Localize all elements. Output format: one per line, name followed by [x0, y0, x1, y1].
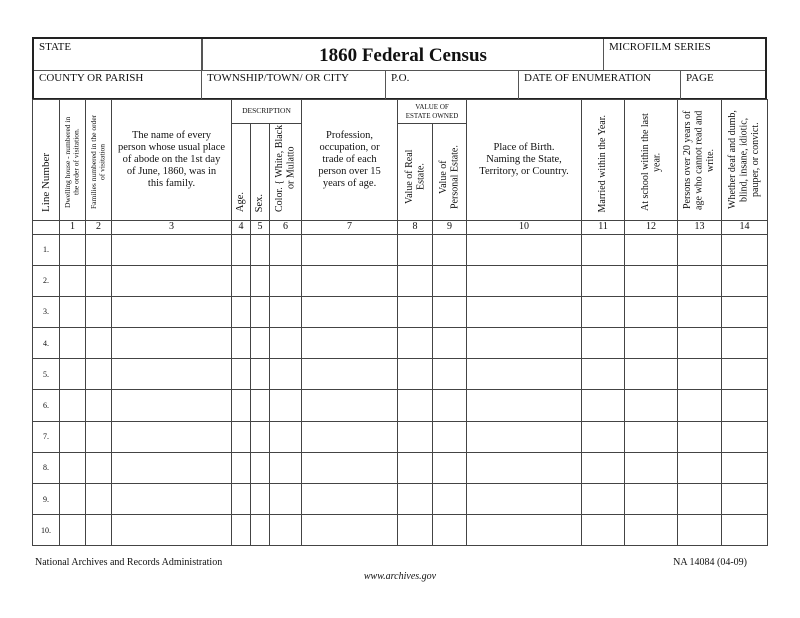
color-cell[interactable]	[270, 328, 302, 359]
table-row	[33, 265, 768, 296]
birthplace-cell[interactable]	[467, 328, 582, 359]
col-header-birthplace: Place of Birth. Naming the State, Territory, or Country.	[467, 100, 582, 221]
sex-cell[interactable]	[251, 484, 270, 515]
illiterate-cell[interactable]	[678, 234, 722, 265]
profession-cell[interactable]	[302, 452, 398, 483]
personal-estate-cell[interactable]	[433, 265, 467, 296]
married-cell[interactable]	[582, 359, 625, 390]
profession-cell[interactable]	[302, 296, 398, 327]
column-number: 1	[60, 220, 86, 234]
real-estate-cell[interactable]	[398, 421, 433, 452]
dwelling-cell[interactable]	[60, 328, 86, 359]
profession-cell[interactable]	[302, 421, 398, 452]
name-cell[interactable]	[112, 421, 232, 452]
birthplace-cell[interactable]	[467, 234, 582, 265]
real-estate-cell[interactable]	[398, 484, 433, 515]
school-cell[interactable]	[625, 328, 678, 359]
real-estate-cell[interactable]	[398, 515, 433, 546]
table-row	[33, 421, 768, 452]
personal-estate-cell[interactable]	[433, 234, 467, 265]
disability-cell[interactable]	[722, 234, 768, 265]
date-field[interactable]	[519, 70, 681, 100]
sex-cell[interactable]	[251, 328, 270, 359]
line-number: 8.	[33, 452, 60, 483]
name-cell[interactable]	[112, 390, 232, 421]
birthplace-cell[interactable]	[467, 390, 582, 421]
dwelling-cell[interactable]	[60, 484, 86, 515]
illiterate-cell[interactable]	[678, 421, 722, 452]
birthplace-cell[interactable]	[467, 484, 582, 515]
real-estate-cell[interactable]	[398, 234, 433, 265]
personal-estate-cell[interactable]	[433, 484, 467, 515]
real-estate-cell[interactable]	[398, 390, 433, 421]
birthplace-cell[interactable]	[467, 265, 582, 296]
age-cell[interactable]	[232, 484, 251, 515]
column-number: 12	[625, 220, 678, 234]
profession-cell[interactable]	[302, 328, 398, 359]
name-cell[interactable]	[112, 359, 232, 390]
school-cell[interactable]	[625, 390, 678, 421]
census-table	[32, 99, 768, 546]
illiterate-cell[interactable]	[678, 452, 722, 483]
col-header-age: Age.	[232, 124, 251, 221]
real-estate-cell[interactable]	[398, 265, 433, 296]
county-label: COUNTY OR PARISH	[39, 72, 144, 84]
table-row	[33, 452, 768, 483]
column-number-row	[33, 220, 768, 234]
school-cell[interactable]	[625, 234, 678, 265]
sex-cell[interactable]	[251, 265, 270, 296]
personal-estate-cell[interactable]	[433, 515, 467, 546]
page-field[interactable]	[681, 70, 767, 100]
family-cell[interactable]	[86, 390, 112, 421]
age-cell[interactable]	[232, 296, 251, 327]
column-number: 8	[398, 220, 433, 234]
line-number: 5.	[33, 359, 60, 390]
real-estate-cell[interactable]	[398, 328, 433, 359]
age-cell[interactable]	[232, 265, 251, 296]
married-cell[interactable]	[582, 234, 625, 265]
dwelling-cell[interactable]	[60, 452, 86, 483]
family-cell[interactable]	[86, 359, 112, 390]
line-number: 10.	[33, 515, 60, 546]
school-cell[interactable]	[625, 452, 678, 483]
school-cell[interactable]	[625, 359, 678, 390]
county-field[interactable]	[34, 70, 202, 100]
personal-estate-cell[interactable]	[433, 390, 467, 421]
disability-cell[interactable]	[722, 452, 768, 483]
po-field[interactable]	[386, 70, 519, 100]
column-number: 2	[86, 220, 112, 234]
age-cell[interactable]	[232, 359, 251, 390]
dwelling-cell[interactable]	[60, 390, 86, 421]
family-cell[interactable]	[86, 421, 112, 452]
name-cell[interactable]	[112, 265, 232, 296]
illiterate-cell[interactable]	[678, 265, 722, 296]
form-title: 1860 Federal Census	[319, 45, 487, 66]
illiterate-cell[interactable]	[678, 515, 722, 546]
table-row	[33, 296, 768, 327]
real-estate-cell[interactable]	[398, 359, 433, 390]
column-number: 6	[270, 220, 302, 234]
illiterate-cell[interactable]	[678, 484, 722, 515]
color-cell[interactable]	[270, 515, 302, 546]
married-cell[interactable]	[582, 484, 625, 515]
color-cell[interactable]	[270, 296, 302, 327]
col-header-description: DESCRIPTION	[232, 100, 302, 124]
school-cell[interactable]	[625, 515, 678, 546]
col-header-real-estate: Value of Real Estate.	[398, 124, 433, 221]
personal-estate-cell[interactable]	[433, 421, 467, 452]
name-cell[interactable]	[112, 234, 232, 265]
illiterate-cell[interactable]	[678, 390, 722, 421]
sex-cell[interactable]	[251, 452, 270, 483]
dwelling-cell[interactable]	[60, 296, 86, 327]
sex-cell[interactable]	[251, 421, 270, 452]
column-number: 14	[722, 220, 768, 234]
age-cell[interactable]	[232, 421, 251, 452]
profession-cell[interactable]	[302, 390, 398, 421]
married-cell[interactable]	[582, 390, 625, 421]
profession-cell[interactable]	[302, 484, 398, 515]
real-estate-cell[interactable]	[398, 452, 433, 483]
column-number: 5	[251, 220, 270, 234]
column-number: 4	[232, 220, 251, 234]
color-cell[interactable]	[270, 359, 302, 390]
disability-cell[interactable]	[722, 296, 768, 327]
state-label: STATE	[39, 41, 72, 53]
sex-cell[interactable]	[251, 515, 270, 546]
col-header-name: The name of every person whose usual place of abode on the 1st day of June, 1860, was in this family.	[112, 100, 232, 221]
color-cell[interactable]	[270, 390, 302, 421]
column-number: 10	[467, 220, 582, 234]
table-row	[33, 359, 768, 390]
col-header-line-number: Line Number	[33, 100, 60, 221]
school-cell[interactable]	[625, 421, 678, 452]
column-number-blank	[33, 220, 60, 234]
family-cell[interactable]	[86, 452, 112, 483]
line-number: 9.	[33, 484, 60, 515]
married-cell[interactable]	[582, 296, 625, 327]
disability-cell[interactable]	[722, 515, 768, 546]
personal-estate-cell[interactable]	[433, 452, 467, 483]
col-header-color: Color. { White, Black or Mulatto	[270, 124, 302, 221]
column-number: 7	[302, 220, 398, 234]
column-number: 13	[678, 220, 722, 234]
birthplace-cell[interactable]	[467, 515, 582, 546]
col-header-school: At school within the last year.	[625, 100, 678, 221]
col-header-illiterate: Persons over 20 years of age who cannot read and write.	[678, 100, 722, 221]
age-cell[interactable]	[232, 390, 251, 421]
dwelling-cell[interactable]	[60, 421, 86, 452]
sex-cell[interactable]	[251, 296, 270, 327]
personal-estate-cell[interactable]	[433, 296, 467, 327]
table-row	[33, 515, 768, 546]
personal-estate-cell[interactable]	[433, 359, 467, 390]
birthplace-cell[interactable]	[467, 296, 582, 327]
table-row	[33, 390, 768, 421]
state-field[interactable]	[34, 39, 202, 70]
birthplace-cell[interactable]	[467, 421, 582, 452]
married-cell[interactable]	[582, 328, 625, 359]
col-header-profession: Profession, occupation, or trade of each person over 15 years of age.	[302, 100, 398, 221]
line-number: 7.	[33, 421, 60, 452]
column-number: 9	[433, 220, 467, 234]
birthplace-cell[interactable]	[467, 359, 582, 390]
col-header-disability: Whether deaf and dumb, blind, insane, idiotic, pauper, or convict.	[722, 100, 768, 221]
family-cell[interactable]	[86, 234, 112, 265]
disability-cell[interactable]	[722, 328, 768, 359]
disability-cell[interactable]	[722, 359, 768, 390]
profession-cell[interactable]	[302, 359, 398, 390]
line-number: 1.	[33, 234, 60, 265]
footer-website[interactable]: www.archives.gov	[363, 571, 437, 582]
family-cell[interactable]	[86, 296, 112, 327]
form-header	[32, 37, 767, 100]
profession-cell[interactable]	[302, 515, 398, 546]
color-cell[interactable]	[270, 265, 302, 296]
table-row	[33, 484, 768, 515]
illiterate-cell[interactable]	[678, 296, 722, 327]
dwelling-cell[interactable]	[60, 265, 86, 296]
disability-cell[interactable]	[722, 265, 768, 296]
sex-cell[interactable]	[251, 390, 270, 421]
col-header-personal-estate: Value of Personal Estate.	[433, 124, 467, 221]
dwelling-cell[interactable]	[60, 234, 86, 265]
col-header-dwelling: Dwelling house - numbered in the order of visitation.	[60, 100, 86, 221]
column-number: 3	[112, 220, 232, 234]
color-cell[interactable]	[270, 421, 302, 452]
age-cell[interactable]	[232, 328, 251, 359]
disability-cell[interactable]	[722, 421, 768, 452]
col-header-married: Married within the Year.	[582, 100, 625, 221]
line-number: 6.	[33, 390, 60, 421]
age-cell[interactable]	[232, 452, 251, 483]
real-estate-cell[interactable]	[398, 296, 433, 327]
sex-cell[interactable]	[251, 359, 270, 390]
footer-form-number: NA 14084 (04-09)	[673, 557, 747, 568]
microfilm-label: MICROFILM SERIES	[609, 41, 711, 53]
township-label: TOWNSHIP/TOWN/ OR CITY	[207, 72, 349, 84]
table-row	[33, 234, 768, 265]
color-cell[interactable]	[270, 484, 302, 515]
dwelling-cell[interactable]	[60, 515, 86, 546]
po-label: P.O.	[391, 72, 410, 84]
col-header-families: Families numbered in the order of visitation	[86, 100, 112, 221]
color-cell[interactable]	[270, 234, 302, 265]
col-header-sex: Sex.	[251, 124, 270, 221]
married-cell[interactable]	[582, 452, 625, 483]
table-row	[33, 328, 768, 359]
family-cell[interactable]	[86, 484, 112, 515]
name-cell[interactable]	[112, 484, 232, 515]
personal-estate-cell[interactable]	[433, 328, 467, 359]
line-number: 3.	[33, 296, 60, 327]
married-cell[interactable]	[582, 265, 625, 296]
township-field[interactable]	[202, 70, 386, 100]
color-cell[interactable]	[270, 452, 302, 483]
microfilm-field[interactable]	[604, 39, 767, 70]
school-cell[interactable]	[625, 296, 678, 327]
married-cell[interactable]	[582, 421, 625, 452]
age-cell[interactable]	[232, 234, 251, 265]
married-cell[interactable]	[582, 515, 625, 546]
page-label: PAGE	[686, 72, 714, 84]
title-cell	[202, 39, 604, 70]
name-cell[interactable]	[112, 296, 232, 327]
family-cell[interactable]	[86, 265, 112, 296]
date-label: DATE OF ENUMERATION	[524, 72, 652, 84]
school-cell[interactable]	[625, 265, 678, 296]
footer-agency: National Archives and Records Administration	[35, 557, 223, 568]
name-cell[interactable]	[112, 328, 232, 359]
dwelling-cell[interactable]	[60, 359, 86, 390]
profession-cell[interactable]	[302, 265, 398, 296]
family-cell[interactable]	[86, 515, 112, 546]
line-number: 2.	[33, 265, 60, 296]
name-cell[interactable]	[112, 515, 232, 546]
birthplace-cell[interactable]	[467, 452, 582, 483]
disability-cell[interactable]	[722, 390, 768, 421]
school-cell[interactable]	[625, 484, 678, 515]
family-cell[interactable]	[86, 328, 112, 359]
illiterate-cell[interactable]	[678, 359, 722, 390]
illiterate-cell[interactable]	[678, 328, 722, 359]
name-cell[interactable]	[112, 452, 232, 483]
line-number: 4.	[33, 328, 60, 359]
profession-cell[interactable]	[302, 234, 398, 265]
column-number: 11	[582, 220, 625, 234]
col-header-value-owned: VALUE OF ESTATE OWNED	[398, 100, 467, 124]
sex-cell[interactable]	[251, 234, 270, 265]
age-cell[interactable]	[232, 515, 251, 546]
disability-cell[interactable]	[722, 484, 768, 515]
